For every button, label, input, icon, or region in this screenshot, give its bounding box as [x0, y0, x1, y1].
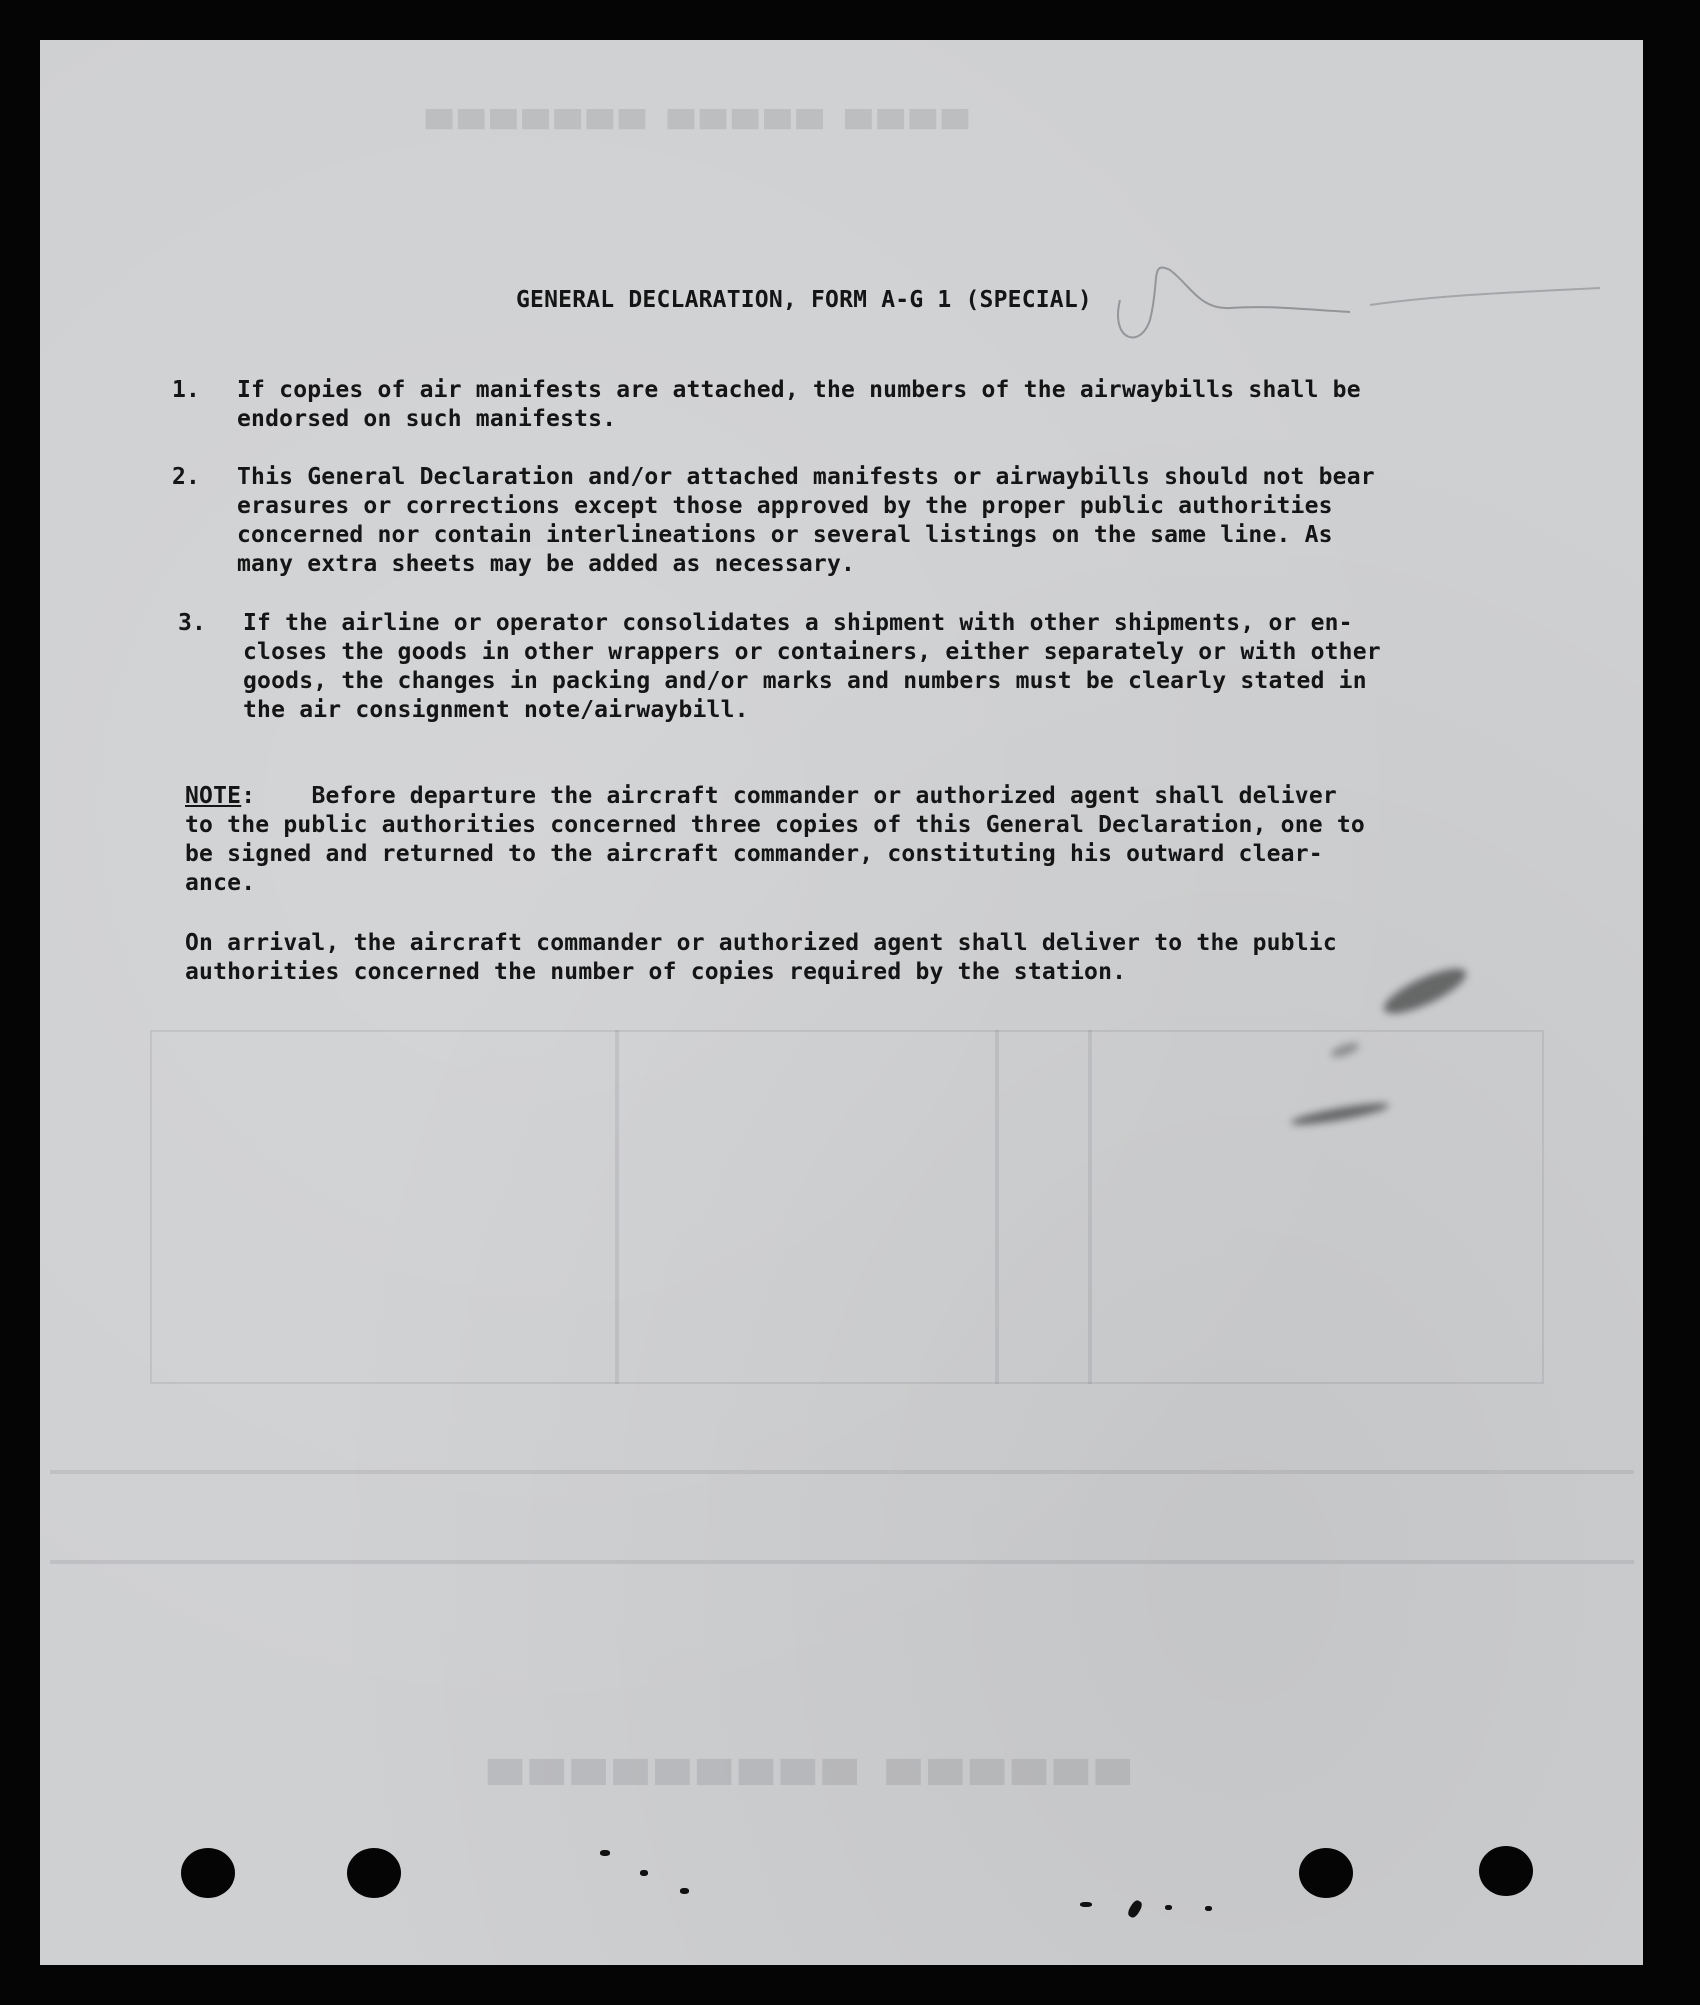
instruction-item-3	[178, 609, 1528, 725]
note-label: NOTE	[185, 783, 242, 809]
speck	[1165, 1905, 1172, 1910]
speck	[1126, 1899, 1144, 1920]
bleed-through-grid-col	[615, 1030, 619, 1384]
punch-hole	[1479, 1846, 1533, 1896]
pencil-mark	[1080, 240, 1640, 370]
punch-hole	[181, 1848, 235, 1898]
punch-hole	[1299, 1848, 1353, 1898]
bleed-through-rule	[50, 1470, 1634, 1474]
form-title: GENERAL DECLARATION, FORM A-G 1 (SPECIAL)	[516, 287, 1092, 313]
speck	[600, 1850, 610, 1856]
instruction-item-1	[172, 376, 1522, 434]
speck	[1080, 1902, 1092, 1907]
bleed-through-grid-col	[1088, 1030, 1092, 1384]
bleed-through-grid	[150, 1030, 1544, 1384]
arrival-paragraph: On arrival, the aircraft commander or authorized agent shall deliver to the public authorities concerned the number of copies required by the station.	[185, 930, 1337, 985]
item-number: 1.	[172, 377, 201, 403]
document-page	[40, 40, 1643, 1965]
note-colon: :	[241, 783, 256, 809]
instruction-item-2	[172, 463, 1522, 579]
note-text: Before departure the aircraft commander or authorized agent shall deliver to the public authorities concerned three copies of this General Declaration, one to be signed and returned to the aircraft commander, constituting his outward clear- ance.	[185, 783, 1365, 896]
bleed-through-rule	[50, 1560, 1634, 1564]
note-section	[185, 782, 1525, 898]
item-text: If the airline or operator consolidates a shipment with other shipments, or en- closes the goods in other wrappers or containers, either separately or with other goods, the changes in packing and/or marks and numbers must be clearly stated in the air consignment note/airwaybill.	[243, 610, 1381, 723]
item-number: 3.	[178, 610, 207, 636]
item-number: 2.	[172, 464, 201, 490]
speck	[1205, 1906, 1212, 1911]
speck	[640, 1870, 648, 1876]
item-text: This General Declaration and/or attached manifests or airwaybills should not bear erasures or corrections except those approved by the proper public authorities concerned nor contain interlineations or several listings on the same line. As many extra sheets may be added as necessary.	[237, 464, 1375, 577]
item-text: If copies of air manifests are attached, the numbers of the airwaybills shall be endorsed on such manifests.	[237, 377, 1361, 432]
bleed-through-heading: ▀▀▀▀ ▀▀▀▀▀ ▀▀▀▀▀▀▀	[420, 110, 968, 150]
bleed-through-grid-col	[995, 1030, 999, 1384]
speck	[680, 1888, 689, 1894]
bleed-through-heading-lower: ▀▀▀▀▀▀ ▀▀▀▀▀▀▀▀▀	[480, 1760, 1130, 1811]
punch-hole	[347, 1848, 401, 1898]
